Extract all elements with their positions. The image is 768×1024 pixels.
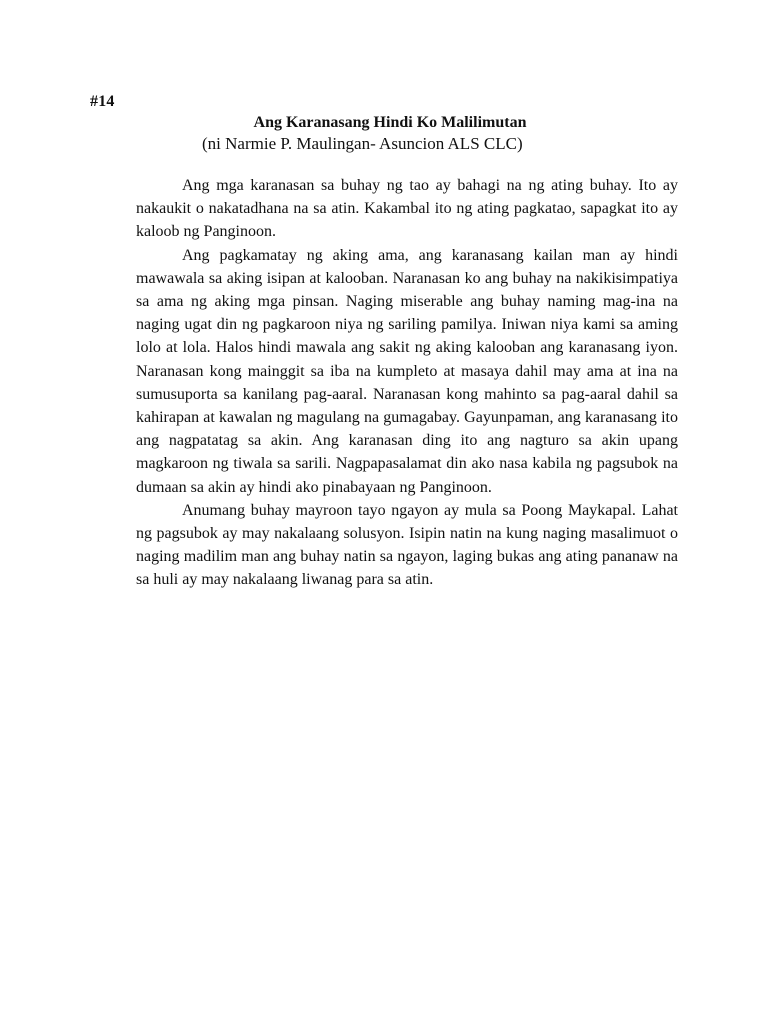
document-body [136,174,678,592]
paragraph-3: Anumang buhay mayroon tayo ngayon ay mula sa Poong Maykapal. Lahat ng pagsubok ay may nakalaang solusyon. Isipin natin na kung naging masalimuot o naging madilim man ang buhay natin sa ngayon, laging bukas ang ating pananaw na sa huli ay may nakalaang liwanag para sa atin. [136,501,678,589]
paragraph-1: Ang mga karanasan sa buhay ng tao ay bahagi na ng ating buhay. Ito ay nakaukit o nakatadhana na sa atin. Kakambal ito ng ating pagkatao, sapagkat ito ay kaloob ng Panginoon. [136,177,678,241]
document-byline: (ni Narmie P. Maulingan- Asuncion ALS CLC) [202,134,523,153]
document-title-wrapper [0,114,768,132]
document-number: #14 [90,93,115,110]
document-title: Ang Karanasang Hindi Ko Malilimutan [253,114,527,131]
paragraph-2: Ang pagkamatay ng aking ama, ang karanasang kailan man ay hindi mawawala sa aking isipan at kalooban. Naranasan ko ang buhay na nakikisimpatiya sa ama ng aking mga pinsan. Naging miserable ang buhay naming mag-ina na naging ugat din ng pagkaroon niya ng sariling pamilya. Iniwan niya kami sa aming lolo at lola. Halos hindi mawala ang sakit ng aking kalooban ang karanasang iyon. Naranasan kong mainggit sa iba na kumpleto at masaya dahil may ama at ina na sumusuporta sa kanilang pag-aaral. Naranasan kong mahinto sa pag-aaral dahil sa kahirapan at kawalan ng magulang na gumagabay. Gayunpaman, ang karanasang ito ang nagpatatag sa akin. Ang karanasan ding ito ang nagturo sa akin upang magkaroon ng tiwala sa sarili. Nagpapasalamat din ako nasa kabila ng pagsubok na dumaan sa akin ay hindi ako pinabayaan ng Panginoon. [136,246,678,496]
